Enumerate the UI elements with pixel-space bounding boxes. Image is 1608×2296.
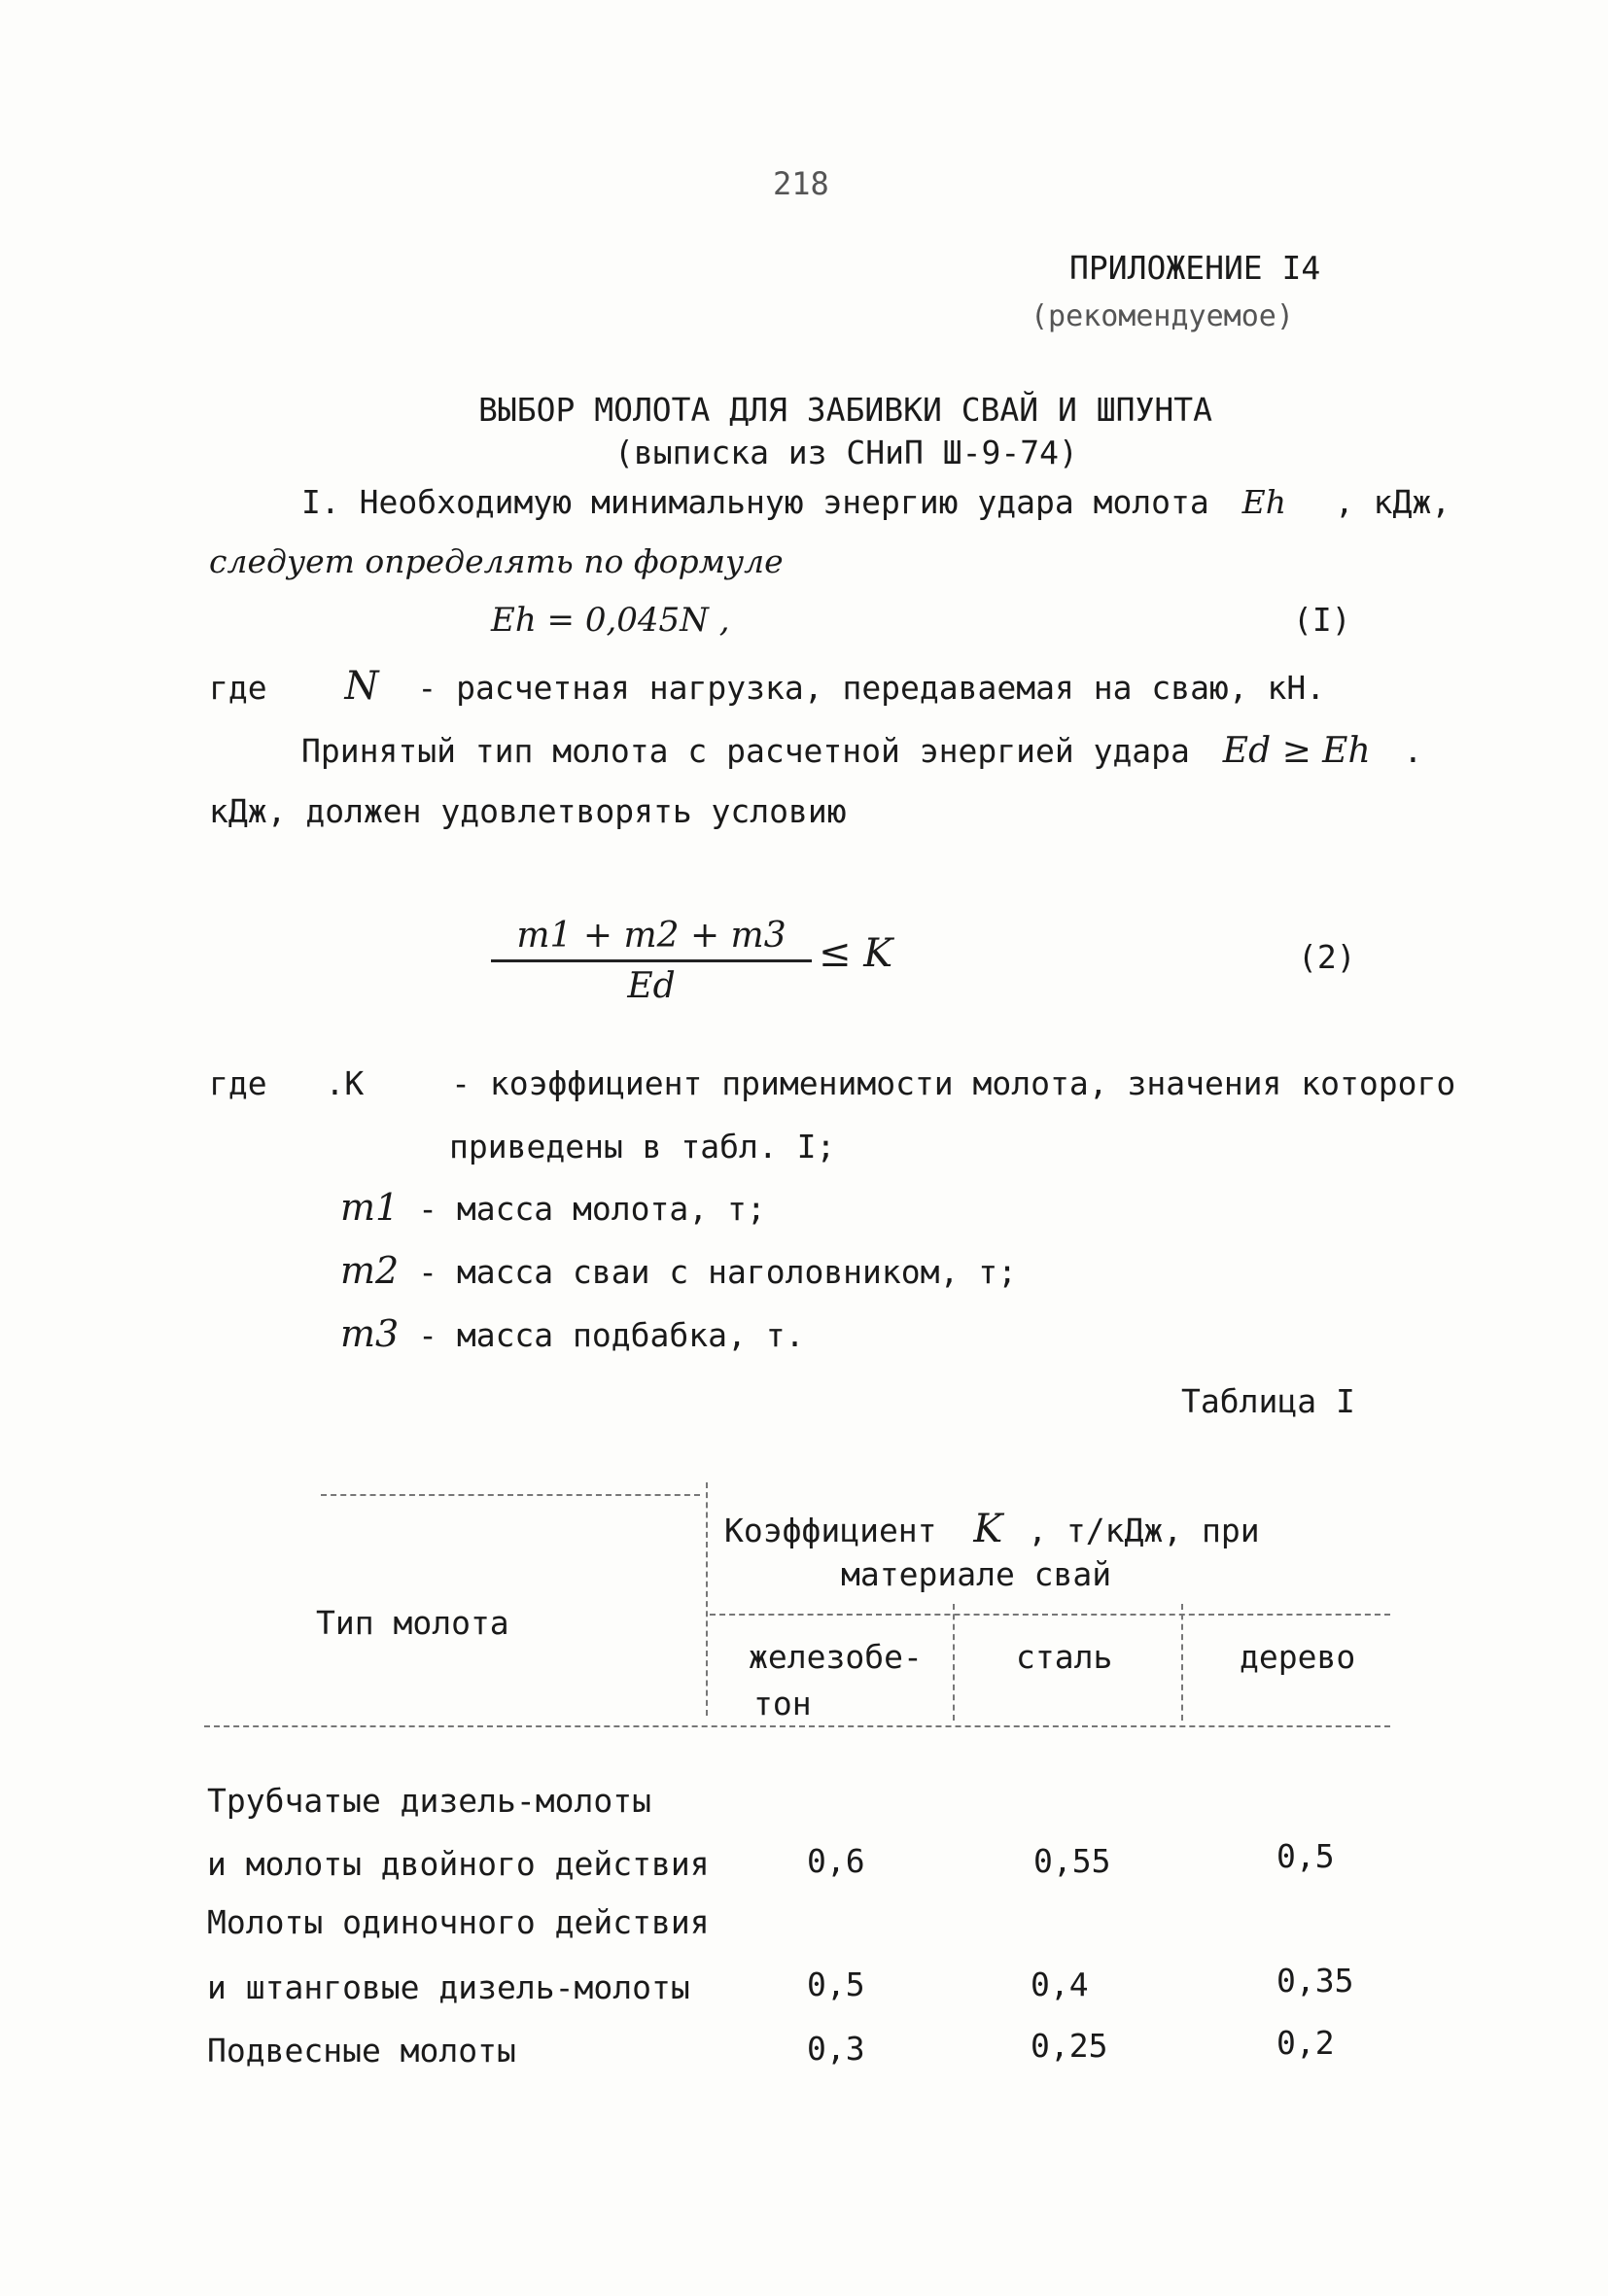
- m1-text: - масса молота, т;: [418, 1190, 766, 1228]
- formula-2-denominator: Ed: [627, 966, 676, 1006]
- paragraph-2-line-2: кДж, должен удовлетворять условию: [209, 792, 847, 830]
- table-row-1-wood: 0,5: [1276, 1837, 1335, 1875]
- subheader-wood: дерево: [1240, 1638, 1356, 1676]
- symbol-m2: m2: [340, 1249, 400, 1292]
- group-header-2: , т/кДж, при: [1028, 1512, 1260, 1549]
- table-row-1-name-2: и молоты двойного действия: [207, 1845, 710, 1883]
- table-row-2-steel: 0,4: [1031, 1966, 1089, 2003]
- m3-line: [340, 1312, 804, 1355]
- table-top-rule: [321, 1494, 700, 1496]
- formula-1-number: (I): [1293, 601, 1351, 639]
- symbol-eh: Eh: [1241, 483, 1286, 521]
- recommended-label: (рекомендуемое): [1031, 299, 1294, 333]
- symbol-m3: m3: [340, 1312, 400, 1355]
- where-1: [209, 664, 1325, 709]
- formula-1: Eh = 0,045N ,: [491, 601, 730, 640]
- paragraph-2-text: Принятый тип молота с расчетной энергией удара: [301, 732, 1190, 770]
- page-number: 218: [773, 165, 829, 202]
- table-row-2-wood: 0,35: [1276, 1962, 1354, 2000]
- symbol-n: N: [344, 664, 379, 709]
- table-row-1-steel: 0,55: [1033, 1842, 1111, 1880]
- symbol-ed-ge-eh: Ed ≥ Eh: [1222, 731, 1371, 771]
- table-divider-wood: [1181, 1604, 1183, 1721]
- symbol-m1: m1: [340, 1186, 400, 1229]
- paragraph-2-dot: .: [1403, 732, 1423, 770]
- table-row-3-name-1: Подвесные молоты: [207, 2032, 516, 2070]
- table-header-rule: [204, 1725, 1390, 1727]
- table-row-1-concrete: 0,6: [807, 1842, 865, 1880]
- table-row-3-wood: 0,2: [1276, 2024, 1335, 2062]
- m2-line: [340, 1249, 1017, 1292]
- group-header-symbol-k: K: [973, 1507, 1003, 1551]
- group-header-1: Коэффициент: [724, 1512, 937, 1549]
- paragraph-1-line-2: следует определять по формуле: [209, 542, 784, 580]
- page-title: ВЫБОР МОЛОТА ДЛЯ ЗАБИВКИ СВАЙ И ШПУНТА: [478, 391, 1212, 429]
- table-row-2-name-2: и штанговые дизель-молоты: [207, 1968, 690, 2006]
- table-row-3-concrete: 0,3: [807, 2030, 865, 2068]
- where-2-line-1: [209, 1064, 1455, 1102]
- table-row-2-concrete: 0,5: [807, 1966, 865, 2003]
- appendix-label: ПРИЛОЖЕНИЕ I4: [1069, 249, 1321, 287]
- formula-2-relation: ≤ K: [819, 931, 893, 976]
- table-group-header-3: материале свай: [841, 1555, 1112, 1593]
- formula-2-numerator: m1 + m2 + m3: [491, 916, 812, 962]
- table-group-rule: [710, 1614, 1390, 1616]
- table-divider-steel: [953, 1604, 955, 1721]
- subheader-concrete: железобе-: [749, 1638, 923, 1676]
- m3-text: - масса подбабка, т.: [418, 1316, 805, 1354]
- paragraph-1-text: I. Необходимую минимальную энергию удара молота: [301, 483, 1209, 521]
- table-header-type: Тип молота: [316, 1604, 509, 1642]
- table-group-header: [724, 1507, 1260, 1551]
- m2-text: - масса сваи с наголовником, т;: [418, 1253, 1017, 1291]
- table-row-3-steel: 0,25: [1031, 2027, 1108, 2065]
- subheader-steel: сталь: [1016, 1638, 1113, 1676]
- paragraph-1-line-1: [301, 483, 1451, 521]
- where-1-text: - расчетная нагрузка, передаваемая на сваю, кН.: [417, 669, 1326, 707]
- table-row-1-name-1: Трубчатые дизель-молоты: [207, 1782, 651, 1820]
- paragraph-2-line-1: [301, 731, 1422, 771]
- table-row-2-name-1: Молоты одиночного действия: [207, 1903, 710, 1941]
- table-caption: Таблица I: [1181, 1382, 1355, 1420]
- where-label: где: [209, 1064, 267, 1102]
- unit-kdj: , кДж,: [1334, 483, 1451, 521]
- where-label: где: [209, 669, 267, 707]
- where-2-line-2: приведены в табл. I;: [449, 1128, 836, 1165]
- where-2-text: - коэффициент применимости молота, значения которого: [451, 1064, 1456, 1102]
- formula-2-fraction: [491, 916, 812, 1006]
- formula-2-number: (2): [1298, 938, 1356, 976]
- m1-line: [340, 1186, 766, 1229]
- table-divider-type: [706, 1482, 708, 1716]
- symbol-k: .K: [325, 1064, 365, 1102]
- page-subtitle: (выписка из СНиП Ш-9-74): [614, 434, 1078, 471]
- subheader-concrete-cont: тон: [753, 1685, 812, 1722]
